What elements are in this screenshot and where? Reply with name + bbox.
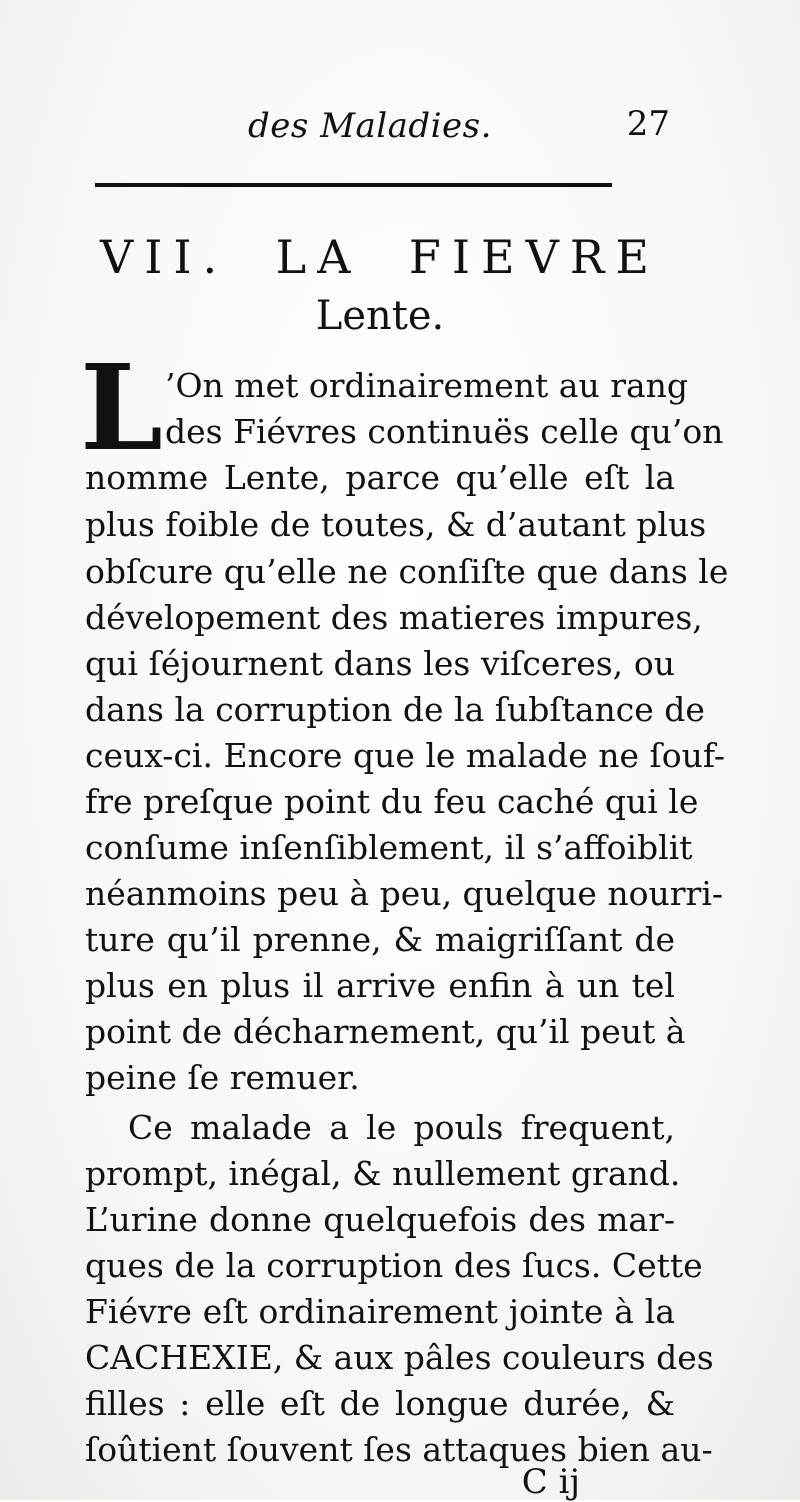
text-line: ture qu’il prenne, & maigriſſant de: [85, 920, 675, 959]
text-line: prompt, inégal, & nullement grand.: [85, 1154, 681, 1193]
text-line: point de décharnement, qu’il peut à: [85, 1012, 686, 1051]
text-line: dans la corruption de la ſubſtance de: [85, 690, 705, 729]
text-line: plus en plus il arrive enfin à un tel: [85, 966, 675, 1005]
text-line: ques de la corruption des ſucs. Cette: [85, 1246, 703, 1285]
text-line: néanmoins peu à peu, quelque nourri-: [85, 874, 724, 913]
header-rule: [95, 183, 612, 187]
text-line: des Fiévres continuës celle qu’on: [165, 412, 724, 451]
text-line: L’urine donne quelquefois des mar-: [85, 1200, 675, 1239]
text-line: filles : elle eſt de longue durée, &: [85, 1384, 675, 1423]
text-line: qui ſéjournent dans les viſceres, ou: [85, 644, 675, 683]
text-line: obſcure qu’elle ne conſiſte que dans le: [85, 552, 729, 591]
text-line: dévelopement des matieres impures,: [85, 598, 703, 637]
page-number: 27: [626, 104, 670, 144]
text-line: fre preſque point du feu caché qui le: [85, 782, 699, 821]
drop-cap: L: [80, 338, 163, 477]
text-line: ſoûtient ſouvent ſes attaques bien au-: [85, 1430, 713, 1469]
text-line: peine ſe remuer.: [85, 1058, 360, 1097]
running-head: des Maladies.: [248, 106, 492, 146]
text-line: Fiévre eſt ordinairement jointe à la: [85, 1292, 675, 1331]
text-line: Ce malade a le pouls frequent,: [128, 1108, 675, 1147]
text-line: conſume inſenſiblement, il s’affoiblit: [85, 828, 693, 867]
text-line: ’On met ordinairement au rang: [165, 366, 689, 405]
text-line: CACHEXIE, & aux pâles couleurs des: [85, 1338, 714, 1377]
text-line: ceux-ci. Encore que le malade ne ſouf-: [85, 736, 726, 775]
chapter-title: VII. LA FIEVRE: [100, 230, 660, 284]
catchword: C ij: [521, 1462, 580, 1502]
text-line: nomme Lente, parce qu’elle eſt la: [85, 458, 675, 497]
text-line: plus foible de toutes, & d’autant plus: [85, 505, 707, 544]
chapter-subtitle: Lente.: [315, 293, 445, 339]
